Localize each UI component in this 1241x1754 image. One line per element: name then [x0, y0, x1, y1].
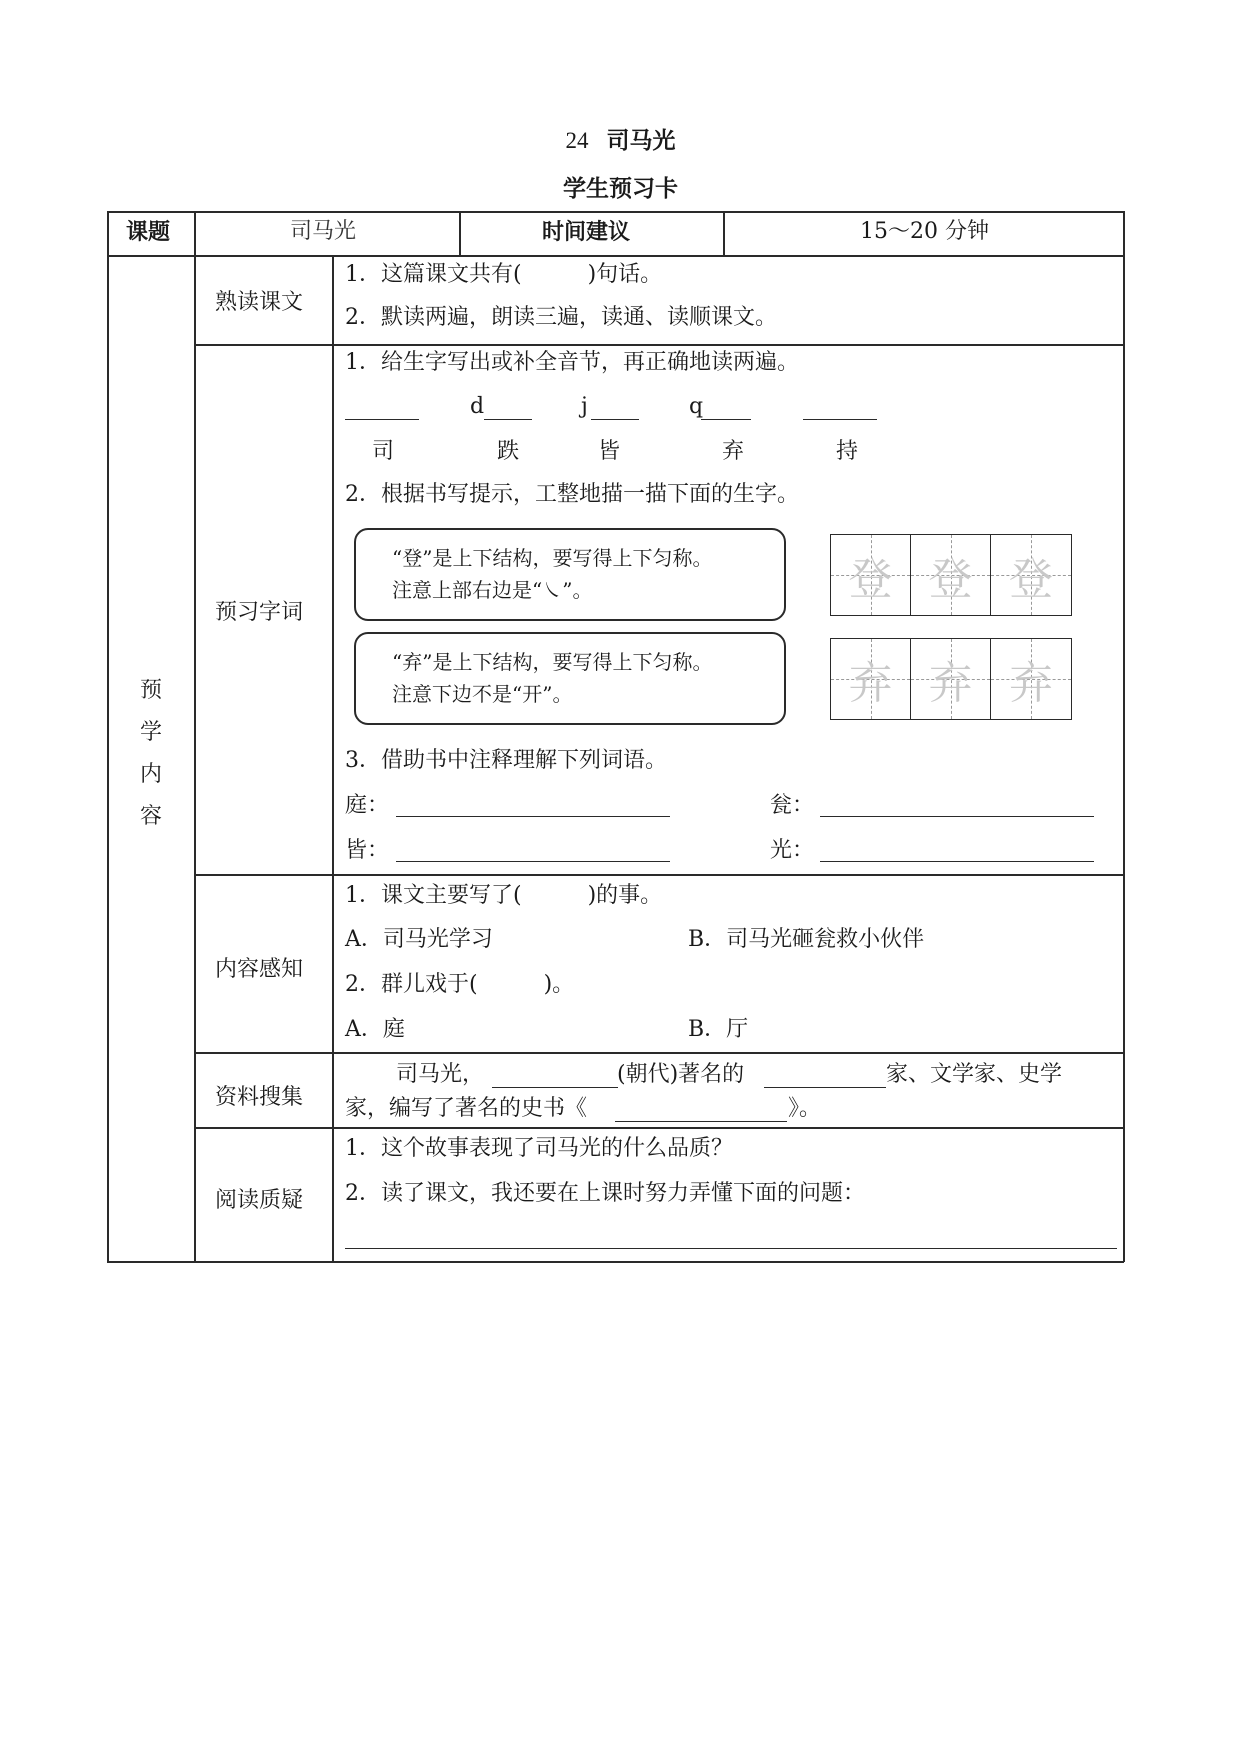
preview-words-label: 预习字词 — [215, 600, 304, 625]
content-q2-option-a[interactable]: A．庭 — [345, 1017, 405, 1042]
term-weng: 瓮： — [770, 793, 815, 818]
topic-value: 司马光 — [290, 219, 357, 244]
pinyin-prefix-q: q — [689, 394, 704, 419]
hint-line: “弃”是上下结构，要写得上下匀称。 — [392, 650, 713, 674]
pinyin-prefix-j: j — [581, 394, 588, 419]
pinyin-blank[interactable] — [701, 393, 751, 420]
research-text: 家，编写了著名的史书《 — [345, 1096, 588, 1121]
book-title-blank[interactable] — [615, 1095, 787, 1122]
writing-hint-box — [354, 528, 786, 621]
pinyin-blank[interactable] — [591, 393, 639, 420]
content-label: 内容感知 — [215, 957, 304, 982]
topic-label: 课题 — [126, 220, 171, 245]
hint-line: 注意上部右边是“㇏”。 — [392, 578, 593, 602]
preview-q1: 1．给生字写出或补全音节，再正确地读两遍。 — [345, 350, 799, 375]
content-q1-option-a[interactable]: A．司马光学习 — [345, 927, 493, 952]
term-answer-blank[interactable] — [820, 835, 1094, 862]
question-answer-blank[interactable] — [345, 1222, 1117, 1249]
pinyin-prefix-d: d — [470, 394, 485, 419]
research-text: (朝代)著名的 — [617, 1062, 745, 1087]
research-text: 司马光， — [396, 1062, 485, 1087]
char-die: 跌 — [497, 439, 520, 464]
questions-q2: 2．读了课文，我还要在上课时努力弄懂下面的问题： — [345, 1181, 865, 1206]
content-q1-option-b[interactable]: B．司马光砸瓮救小伙伴 — [688, 927, 925, 952]
tracing-grid[interactable] — [830, 534, 1072, 616]
tracing-cell[interactable]: 弃 — [911, 639, 991, 719]
read-text-label: 熟读课文 — [215, 290, 304, 315]
lesson-number: 24 — [565, 128, 589, 153]
preview-q2: 2．根据书写提示，工整地描一描下面的生字。 — [345, 482, 799, 507]
preview-q3: 3．借助书中注释理解下列词语。 — [345, 748, 667, 773]
term-jie: 皆： — [345, 838, 390, 863]
lesson-name: 司马光 — [606, 128, 676, 154]
read-text-q1: 1．这篇课文共有( )句话。 — [345, 262, 663, 287]
pinyin-blank[interactable] — [345, 393, 419, 420]
term-ting: 庭： — [345, 793, 390, 818]
content-q2-option-b[interactable]: B．厅 — [688, 1017, 749, 1042]
tracing-cell[interactable]: 弃 — [831, 639, 911, 719]
content-q2: 2．群儿戏于( )。 — [345, 972, 575, 997]
time-value: 15～20 分钟 — [860, 219, 989, 244]
char-chi: 持 — [836, 439, 859, 464]
tracing-grid[interactable] — [830, 638, 1072, 720]
section-label-vertical: 预 学 内 容 — [139, 678, 162, 829]
time-label: 时间建议 — [542, 220, 631, 245]
lesson-title — [0, 122, 1241, 155]
char-qi: 弃 — [722, 439, 745, 464]
read-text-q2: 2．默读两遍，朗读三遍，读通、读顺课文。 — [345, 305, 777, 330]
content-q1: 1．课文主要写了( )的事。 — [345, 883, 663, 908]
char-jie: 皆 — [598, 439, 621, 464]
term-answer-blank[interactable] — [820, 790, 1094, 817]
dynasty-blank[interactable] — [492, 1061, 618, 1088]
writing-hint-box — [354, 632, 786, 725]
char-si: 司 — [372, 439, 395, 464]
term-answer-blank[interactable] — [396, 835, 670, 862]
term-guang: 光： — [770, 838, 815, 863]
pinyin-blank[interactable] — [803, 393, 877, 420]
profession-blank[interactable] — [764, 1061, 886, 1088]
research-label: 资料搜集 — [215, 1085, 304, 1110]
research-text: 》。 — [788, 1096, 822, 1121]
tracing-cell[interactable]: 登 — [831, 535, 911, 615]
hint-line: 注意下边不是“开”。 — [392, 682, 573, 706]
questions-label: 阅读质疑 — [215, 1188, 304, 1213]
tracing-cell[interactable]: 弃 — [991, 639, 1071, 719]
hint-line: “登”是上下结构，要写得上下匀称。 — [392, 546, 713, 570]
research-text: 家、文学家、史学 — [886, 1062, 1063, 1087]
tracing-cell[interactable]: 登 — [911, 535, 991, 615]
term-answer-blank[interactable] — [396, 790, 670, 817]
questions-q1: 1．这个故事表现了司马光的什么品质？ — [345, 1136, 733, 1161]
card-title: 学生预习卡 — [563, 176, 678, 202]
pinyin-blank[interactable] — [484, 393, 532, 420]
tracing-cell[interactable]: 登 — [991, 535, 1071, 615]
